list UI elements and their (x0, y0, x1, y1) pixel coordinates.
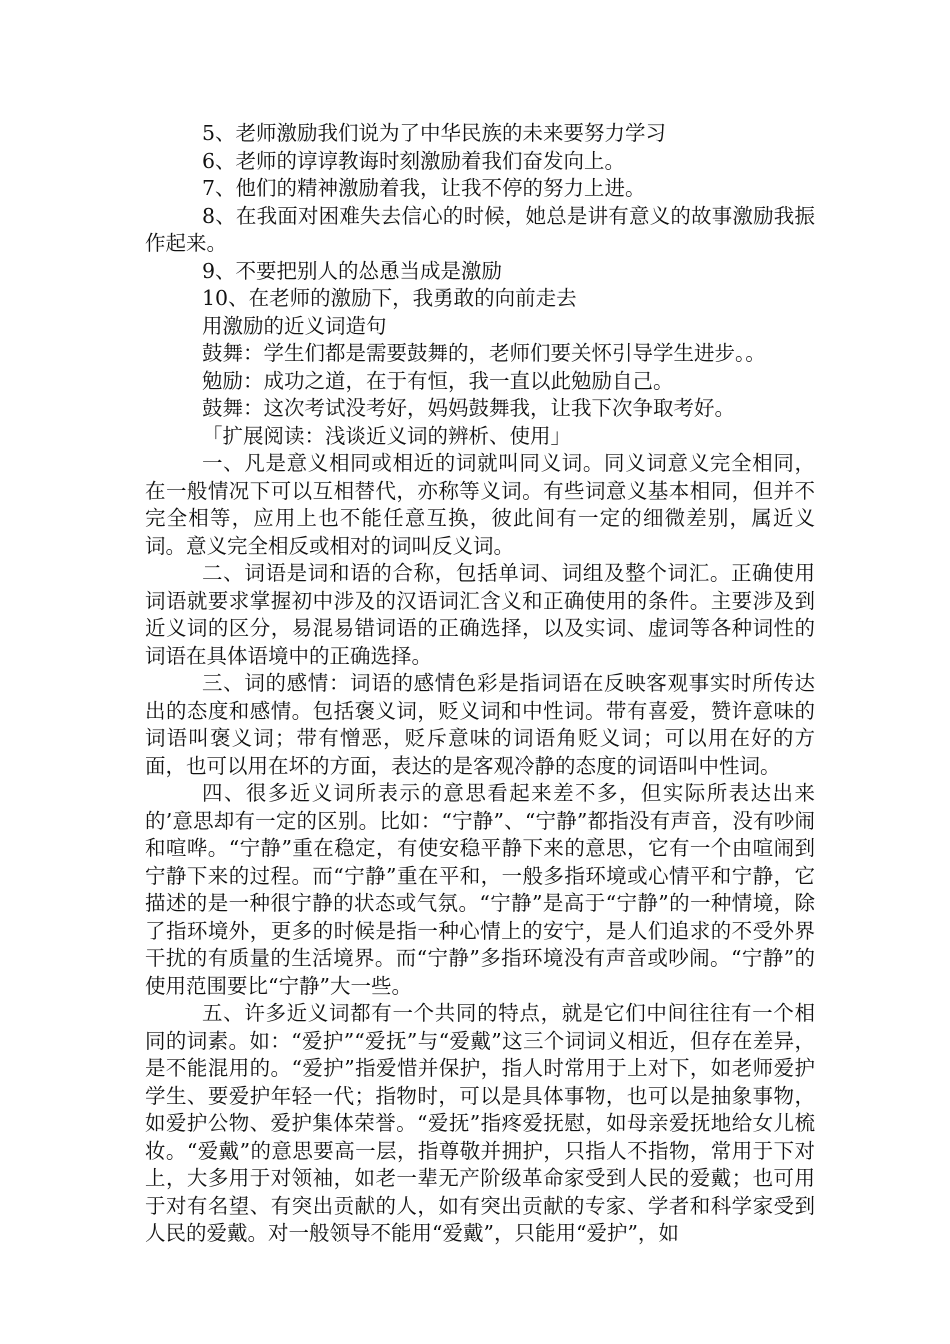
example-sentence: 鼓舞：学生们都是需要鼓舞的，老师们要关怀引导学生进步。。 (202, 341, 766, 365)
document-body (145, 120, 815, 1248)
list-item: 8、在我面对困难失去信心的时候，她总是讲有意义的故事激励我振作起来。 (145, 203, 815, 255)
list-item: 9、不要把别人的怂恿当成是激励 (202, 258, 503, 283)
paragraph: 三、词的感情：词语的感情色彩是指词语在反映客观事实时所传达出的态度和感情。包括褒义词，贬义词和中性词。带有喜爱，赞许意味的词语叫褒义词；带有憎恶，贬斥意味的词语角贬义词；可以用在好的方面，也可以用在坏的方面，表达的是客观冷静的态度的词语叫中性词。 (145, 671, 815, 778)
paragraph: 四、很多近义词所表示的意思看起来差不多，但实际所表达出来的’意思却有一定的区别。比如：“宁静”、“宁静”都指没有声音，没有吵闹和喧哗。“宁静”重在稳定，有使安稳平静下来的意思，它有一个由喧闹到宁静下来的过程。而“宁静”重在平和，一般多指环境或心情平和宁静，它描述的是一种很宁静的状态或气氛。“宁静”是高于“宁静”的一种情境，除了指环境外，更多的时候是指一种心情上的安宁，是人们追求的不受外界干扰的有质量的生活境界。而“宁静”多指环境没有声音或吵闹。“宁静”的使用范围要比“宁静”大一些。 (145, 781, 815, 998)
list-item: 6、老师的谆谆教诲时刻激励着我们奋发向上。 (202, 148, 626, 173)
example-sentence: 勉励：成功之道，在于有恒，我一直以此勉励自己。 (202, 368, 674, 393)
paragraph: 一、凡是意义相同或相近的词就叫同义词。同义词意义完全相同，在一般情况下可以互相替代，亦称等义词。有些词意义基本相同，但并不完全相等，应用上也不能任意互换，彼此间有一定的细微差别，属近义词。意义完全相反或相对的词叫反义词。 (145, 451, 815, 558)
list-item: 10、在老师的激励下，我勇敢的向前走去 (202, 286, 577, 310)
list-item: 5、老师激励我们说为了中华民族的未来要努力学习 (202, 121, 667, 145)
list-item: 7、他们的精神激励着我，让我不停的努力上进。 (202, 176, 646, 200)
example-sentence: 鼓舞：这次考试没考好，妈妈鼓舞我，让我下次争取考好。 (202, 396, 735, 420)
paragraph: 五、许多近义词都有一个共同的特点，就是它们中间往往有一个相同的词素。如：“爱护”“爱抚”与“爱戴”这三个词词义相近，但存在差异，是不能混用的。“爱护”指爱惜并保护，指人时常用于上对下，如老师爱护学生、要爱护年轻一代；指物时，可以是具体事物，也可以是抽象事物，如爱护公物、爱护集体荣誉。“爱抚”指疼爱抚慰，如母亲爱抚地给女儿梳妆。“爱戴”的意思要高一层，指尊敬并拥护，只指人不指物，常用于下对上，大多用于对领袖，如老一辈无产阶级革命家受到人民的爱戴；也可用于对有名望、有突出贡献的人，如有突出贡献的专家、学者和科学家受到人民的爱戴。对一般领导不能用“爱戴”，只能用“爱护”，如 (145, 1001, 815, 1245)
extended-reading-heading: 「扩展阅读：浅谈近义词的辨析、使用」 (202, 423, 571, 448)
paragraph: 二、词语是词和语的合称，包括单词、词组及整个词汇。正确使用词语就要求掌握初中涉及的汉语词汇含义和正确使用的条件。主要涉及到近义词的区分，易混易错词语的正确选择，以及实词、虚词等各种词性的词语在具体语境中的正确选择。 (145, 561, 815, 668)
section-heading: 用激励的近义词造句 (202, 313, 387, 338)
